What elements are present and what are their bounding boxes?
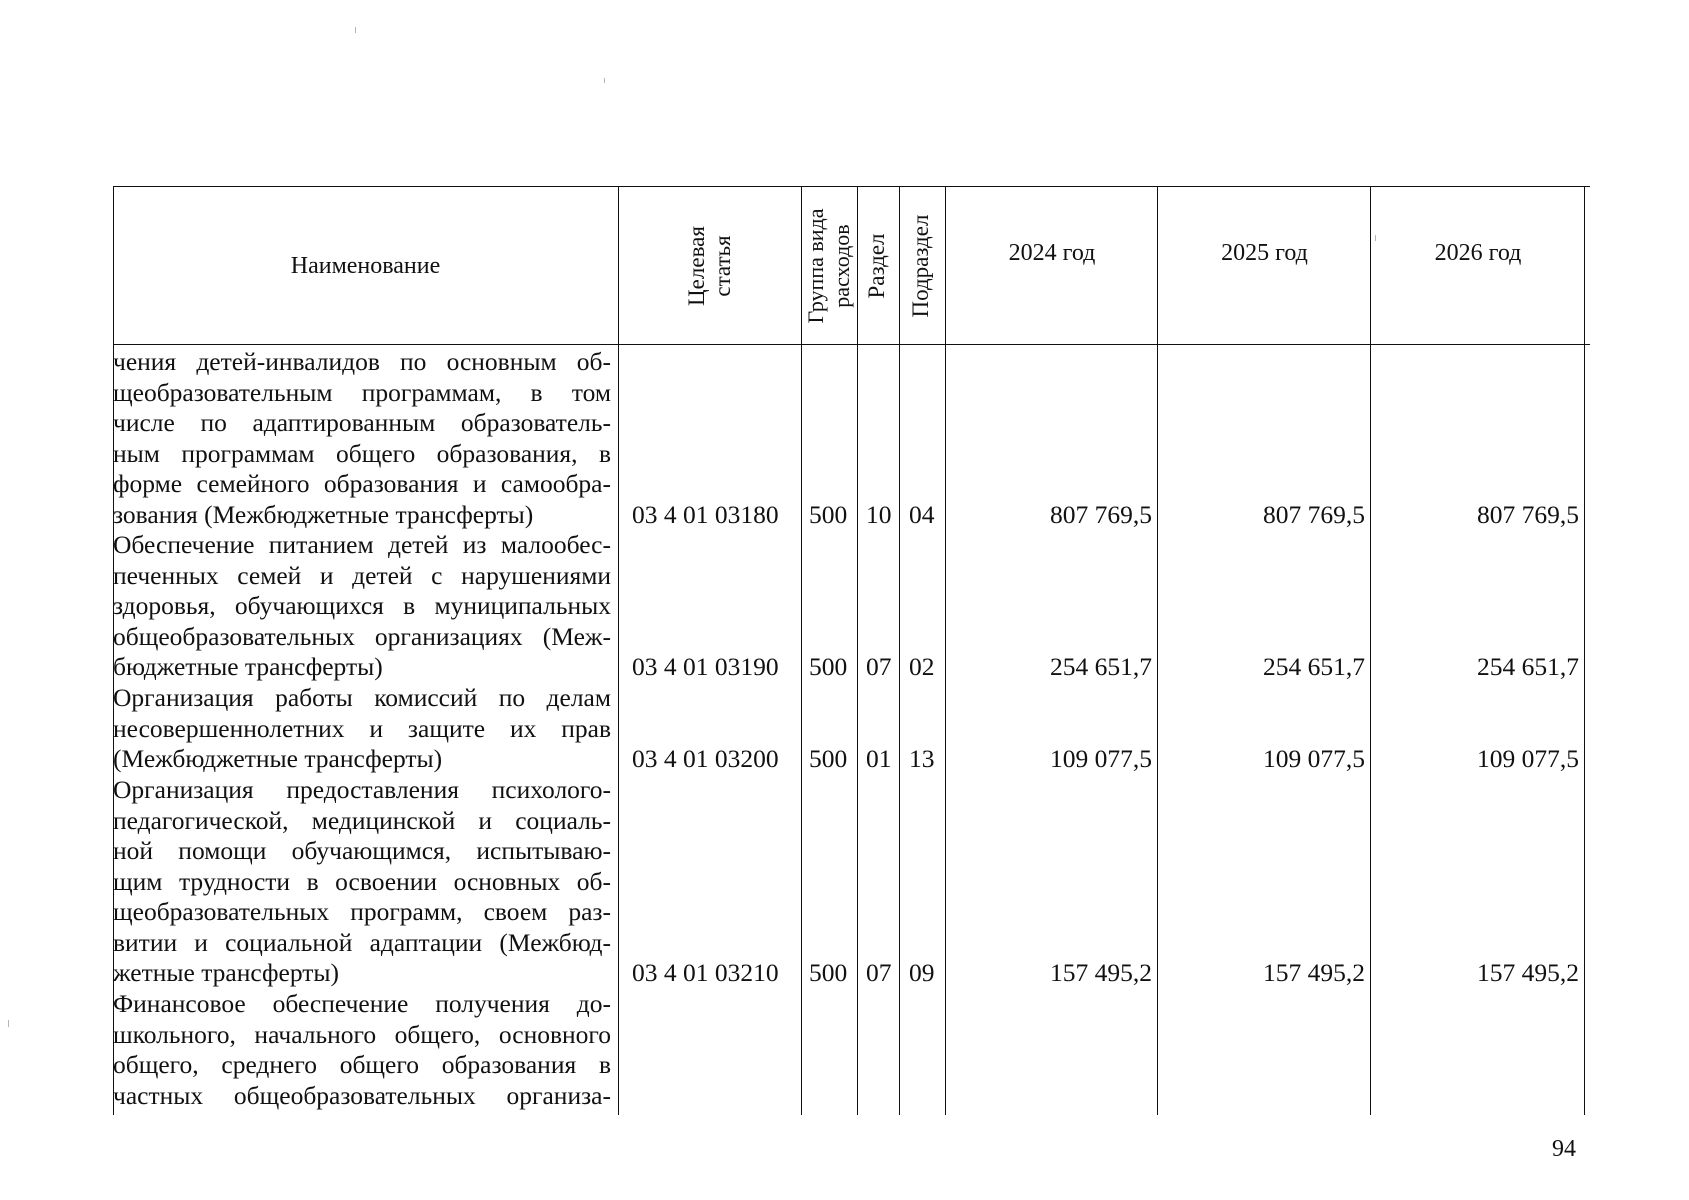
name-line: Организация предоставления психолого- xyxy=(113,775,611,804)
name-line: чения детей-инвалидов по основным об- xyxy=(113,347,611,376)
header-group-line: Группа вида xyxy=(803,208,828,324)
col-border-name xyxy=(618,186,619,1115)
col-border-section xyxy=(899,186,900,1115)
name-line: зования (Межбюджетные трансферты) xyxy=(113,499,534,529)
name-line: щеобразовательных программ, своем раз- xyxy=(113,897,611,926)
row-4-subsection: 09 xyxy=(909,958,935,987)
name-line: Обеспечение питанием детей из малообес- xyxy=(113,530,611,559)
name-line: бюджетные трансферты) xyxy=(113,652,383,681)
col-border-2024 xyxy=(1157,186,1158,1115)
header-year-2026: 2026 год xyxy=(1434,240,1522,266)
header-year-2024: 2024 год xyxy=(1008,240,1096,266)
row-1-2025: 807 769,5 xyxy=(1263,500,1365,529)
scan-speck xyxy=(355,27,356,33)
col-border-target xyxy=(801,186,802,1115)
row-name-2 xyxy=(113,530,611,683)
header-name: Наименование xyxy=(290,253,441,279)
row-3-2024: 109 077,5 xyxy=(1050,744,1152,773)
col-border-group xyxy=(857,186,858,1115)
row-3-group: 500 xyxy=(809,744,848,773)
row-4-2025: 157 495,2 xyxy=(1263,958,1365,987)
name-line: щеобразовательным программам, в том xyxy=(113,377,611,407)
col-border-right xyxy=(1584,186,1585,1115)
row-2-group: 500 xyxy=(809,652,848,681)
row-3-subsection: 13 xyxy=(909,744,935,773)
header-expense-group xyxy=(803,204,855,328)
name-line: общеобразовательных организациях (Меж- xyxy=(113,621,611,651)
name-line: форме семейного образования и самообра- xyxy=(113,469,611,498)
row-2-target: 03 4 01 03190 xyxy=(632,652,779,681)
header-year-2025: 2025 год xyxy=(1221,240,1308,266)
row-4-2024: 157 495,2 xyxy=(1050,958,1152,987)
header-group-line: расходов xyxy=(829,224,854,308)
row-4-2026: 157 495,2 xyxy=(1477,958,1579,987)
name-line: здоровья, обучающихся в муниципальных xyxy=(113,591,611,620)
row-3-2025: 109 077,5 xyxy=(1263,744,1365,773)
row-1-group: 500 xyxy=(809,500,848,529)
name-line: педагогической, медицинской и социаль- xyxy=(113,805,611,835)
row-1-2024: 807 769,5 xyxy=(1050,500,1152,529)
header-target-line: Целевая xyxy=(684,226,709,306)
col-border-subsection xyxy=(945,186,946,1115)
row-3-section: 01 xyxy=(866,744,892,773)
row-name-5 xyxy=(113,989,611,1111)
name-line: ной помощи обучающимся, испытываю- xyxy=(113,836,611,865)
name-line: школьного, начального общего, основного xyxy=(113,1019,611,1049)
name-line: общего, среднего общего образования в xyxy=(113,1050,611,1079)
row-2-section: 07 xyxy=(866,652,892,681)
page-number: 94 xyxy=(1552,1136,1576,1162)
scan-speck xyxy=(604,78,605,83)
header-section: Раздел xyxy=(864,233,889,299)
row-4-target: 03 4 01 03210 xyxy=(632,958,779,987)
header-bottom-border xyxy=(113,344,1590,345)
row-name-1 xyxy=(113,347,611,530)
table-top-border xyxy=(113,186,1590,187)
name-line: Финансовое обеспечение получения до- xyxy=(113,989,611,1018)
row-1-section: 10 xyxy=(866,500,892,529)
row-2-subsection: 02 xyxy=(909,652,935,681)
row-3-target: 03 4 01 03200 xyxy=(632,744,779,773)
name-line: щим трудности в освоении основных об- xyxy=(113,866,611,896)
name-line: несовершеннолетних и защите их прав xyxy=(113,713,611,743)
row-4-section: 07 xyxy=(866,958,892,987)
name-line: жетные трансферты) xyxy=(113,958,340,987)
name-line: (Межбюджетные трансферты) xyxy=(113,744,443,773)
header-target-line: статья xyxy=(710,235,735,297)
scan-speck xyxy=(8,1020,9,1027)
name-line: Организация работы комиссий по делам xyxy=(113,683,611,712)
name-line: частных общеобразовательных организа- xyxy=(113,1080,611,1110)
row-name-4 xyxy=(113,775,611,989)
name-line: печенных семей и детей с нарушениями xyxy=(113,560,611,590)
header-subsection: Подраздел xyxy=(908,214,933,318)
row-2-2026: 254 651,7 xyxy=(1477,652,1579,681)
row-2-2024: 254 651,7 xyxy=(1050,652,1152,681)
row-1-target: 03 4 01 03180 xyxy=(632,500,779,529)
row-4-group: 500 xyxy=(809,958,848,987)
name-line: числе по адаптированным образователь- xyxy=(113,408,611,437)
row-1-2026: 807 769,5 xyxy=(1477,500,1579,529)
col-border-2025 xyxy=(1370,186,1371,1115)
row-1-subsection: 04 xyxy=(909,500,935,529)
name-line: витии и социальной адаптации (Межбюд- xyxy=(113,927,611,957)
row-3-2026: 109 077,5 xyxy=(1477,744,1579,773)
row-name-3 xyxy=(113,683,611,775)
name-line: ным программам общего образования, в xyxy=(113,438,611,468)
row-2-2025: 254 651,7 xyxy=(1263,652,1365,681)
header-target-article xyxy=(684,206,736,326)
